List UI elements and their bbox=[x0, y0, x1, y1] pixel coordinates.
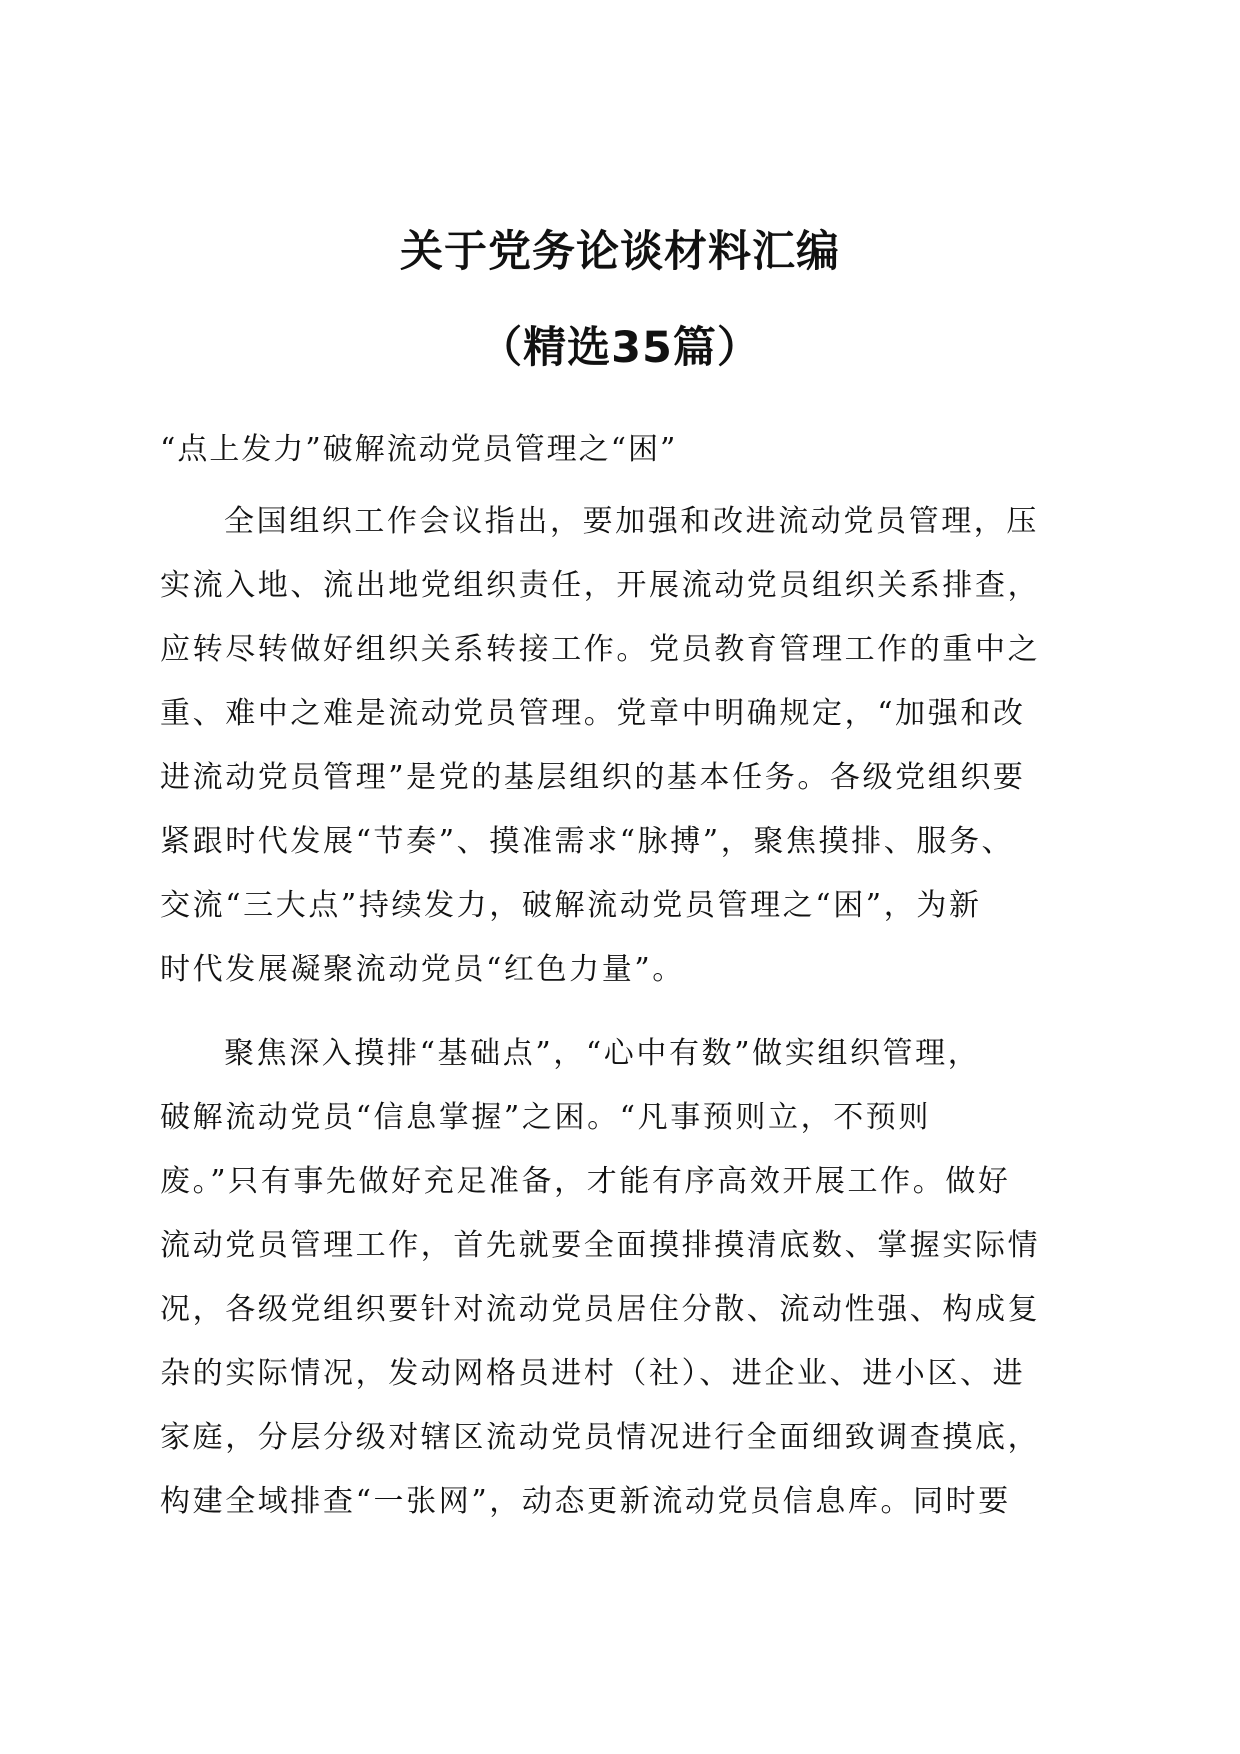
paragraph-line: 应转尽转做好组织关系转接工作。党员教育管理工作的重中之 bbox=[160, 632, 1041, 667]
paragraph-line: 破解流动党员“信息掌握”之困。“凡事预则立，不预则 bbox=[160, 1100, 932, 1135]
paragraph-line: 交流“三大点”持续发力，破解流动党员管理之“困”，为新 bbox=[160, 888, 982, 923]
paragraph-line: 杂的实际情况，发动网格员进村（社）、进企业、进小区、进 bbox=[160, 1356, 1026, 1391]
paragraph-line: 紧跟时代发展“节奏”、摸准需求“脉搏”，聚焦摸排、服务、 bbox=[160, 824, 1015, 859]
paragraph-line: 废。”只有事先做好充足准备，才能有序高效开展工作。做好 bbox=[160, 1164, 1011, 1199]
paragraph-line: 家庭，分层分级对辖区流动党员情况进行全面细致调查摸底， bbox=[160, 1420, 1041, 1455]
paragraph-2 bbox=[160, 1022, 1040, 1534]
paragraph-line: 流动党员管理工作，首先就要全面摸排摸清底数、掌握实际情 bbox=[160, 1228, 1041, 1263]
document-subtitle: （精选35篇） bbox=[479, 323, 761, 373]
section-heading: “点上发力”破解流动党员管理之“困” bbox=[160, 432, 678, 467]
document-title: 关于党务论谈材料汇编 bbox=[400, 227, 840, 277]
paragraph-line: 全国组织工作会议指出，要加强和改进流动党员管理，压 bbox=[224, 504, 1039, 539]
paragraph-line: 进流动党员管理”是党的基层组织的基本任务。各级党组织要 bbox=[160, 760, 1026, 795]
paragraph-line: 聚焦深入摸排“基础点”，“心中有数”做实组织管理， bbox=[224, 1036, 981, 1071]
paragraph-line: 况，各级党组织要针对流动党员居住分散、流动性强、构成复 bbox=[160, 1292, 1041, 1327]
paragraph-line: 重、难中之难是流动党员管理。党章中明确规定，“加强和改 bbox=[160, 696, 1026, 731]
paragraph-1 bbox=[160, 490, 1040, 1002]
paragraph-line: 时代发展凝聚流动党员“红色力量”。 bbox=[160, 952, 685, 987]
paragraph-line: 实流入地、流出地党组织责任，开展流动党员组织关系排查， bbox=[160, 568, 1041, 603]
paragraph-line: 构建全域排查“一张网”，动态更新流动党员信息库。同时要 bbox=[160, 1484, 1011, 1519]
